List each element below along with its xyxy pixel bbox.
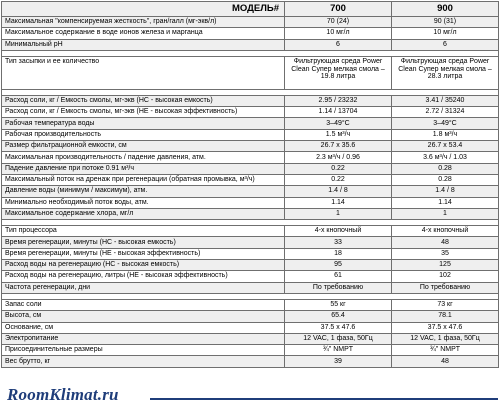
model-900-value: 1 [392, 208, 499, 219]
table-row [2, 118, 499, 129]
model-700-value: ¾" NMPT [285, 345, 392, 356]
model-700-value: 26.7 x 35.6 [285, 141, 392, 152]
table-row [2, 129, 499, 140]
row-label: Высота, см [2, 311, 285, 322]
header-row [2, 2, 499, 17]
model-700-value: 18 [285, 248, 392, 259]
model-700-value: 1.14 / 13704 [285, 107, 392, 118]
model-900-value: 3–49°C [392, 118, 499, 129]
row-label: Расход соли, кг / Емкость смолы, мг-экв (HE - высокая эффективность) [2, 107, 285, 118]
model-900-value: 1.14 [392, 197, 499, 208]
table-row [2, 356, 499, 367]
model-900-value: 90 (31) [392, 17, 499, 28]
model-700-value: 33 [285, 237, 392, 248]
model-900-value: 10 мг/л [392, 28, 499, 39]
model-900-value: 78.1 [392, 311, 499, 322]
table-row [2, 197, 499, 208]
model-700-value: 95 [285, 260, 392, 271]
table-row [2, 186, 499, 197]
row-label: Вес брутто, кг [2, 356, 285, 367]
model-900-value: 125 [392, 260, 499, 271]
model-900-value: 48 [392, 237, 499, 248]
row-label: Максимальная "компенсируемая жесткость", гран/галл (мг-экв/л) [2, 17, 285, 28]
model-900-value: 37.5 x 47.6 [392, 322, 499, 333]
model-900-value: 3.41 / 35240 [392, 95, 499, 106]
row-label: Частота регенерации, дни [2, 282, 285, 293]
table-row [2, 282, 499, 293]
brand-underline [150, 398, 498, 400]
model-900-value: Фильтрующая среда Power Clean Супер мелкая смола – 28.3 литра [392, 56, 499, 89]
model-900-value: 4-х кнопочный [392, 226, 499, 237]
model-700-value: По требованию [285, 282, 392, 293]
row-label: Давление воды (минимум / максимум), атм. [2, 186, 285, 197]
table-row [2, 260, 499, 271]
row-label: Рабочая температура воды [2, 118, 285, 129]
model-700-value: 55 кг [285, 299, 392, 310]
table-row [2, 345, 499, 356]
table-row [2, 107, 499, 118]
model-700-value: 1.4 / 8 [285, 186, 392, 197]
model-900-value: 12 VAC, 1 фаза, 50Гц [392, 333, 499, 344]
row-label: Время регенерации, минуты (HE - высокая эффективность) [2, 248, 285, 259]
row-label: Расход воды на регенерацию (HC - высокая емкость) [2, 260, 285, 271]
model-900-value: 1.8 м³/ч [392, 129, 499, 140]
model-700-value: 1.5 м³/ч [285, 129, 392, 140]
row-label: Основание, см [2, 322, 285, 333]
table-row [2, 237, 499, 248]
model-700-value: 2.3 м³/ч / 0.96 [285, 152, 392, 163]
model-700-value: 65.4 [285, 311, 392, 322]
table-row [2, 271, 499, 282]
model-700-value: 1 [285, 208, 392, 219]
table-row [2, 226, 499, 237]
row-label: Время регенерации, минуты (HC - высокая емкость) [2, 237, 285, 248]
model-900-value: 0.28 [392, 163, 499, 174]
model-700-value: 6 [285, 39, 392, 50]
model-700-value: Фильтрующая среда Power Clean Супер мелкая смола – 19.8 литра [285, 56, 392, 89]
model-900-value: По требованию [392, 282, 499, 293]
row-label: Размер фильтрационной емкости, см [2, 141, 285, 152]
model-900-value: ¾" NMPT [392, 345, 499, 356]
spec-sheet [1, 1, 498, 368]
model-900-value: 35 [392, 248, 499, 259]
spec-table [1, 1, 499, 368]
row-label: Расход воды на регенерацию, литры (HE - высокая эффективность) [2, 271, 285, 282]
model-700-value: 37.5 x 47.6 [285, 322, 392, 333]
table-row [2, 333, 499, 344]
model-900-value: 1.4 / 8 [392, 186, 499, 197]
table-row [2, 208, 499, 219]
model-700-value: 10 мг/л [285, 28, 392, 39]
row-label: Максимальный поток на дренаж при регенерации (обратная промывка, м³/ч) [2, 174, 285, 185]
table-row [2, 152, 499, 163]
table-row [2, 163, 499, 174]
row-label: Максимальное содержание хлора, мг/л [2, 208, 285, 219]
table-row [2, 299, 499, 310]
model-900-value: 48 [392, 356, 499, 367]
model-700-value: 0.22 [285, 163, 392, 174]
row-label: Запас соли [2, 299, 285, 310]
row-label: Максимальная производительность / падение давления, атм. [2, 152, 285, 163]
model-header-label: МОДЕЛЬ# [2, 2, 285, 17]
model-700-header: 700 [285, 2, 392, 17]
model-700-value: 70 (24) [285, 17, 392, 28]
table-row [2, 174, 499, 185]
model-900-value: 26.7 x 53.4 [392, 141, 499, 152]
table-row [2, 56, 499, 89]
row-label: Присоединительные размеры [2, 345, 285, 356]
model-900-value: 3.6 м³/ч / 1.03 [392, 152, 499, 163]
row-label: Тип засыпки и ее количество [2, 56, 285, 89]
model-900-value: 102 [392, 271, 499, 282]
row-label: Максимальное содержание в воде ионов железа и марганца [2, 28, 285, 39]
model-700-value: 4-х кнопочный [285, 226, 392, 237]
row-label: Тип процессора [2, 226, 285, 237]
model-700-value: 61 [285, 271, 392, 282]
row-label: Падение давление при потоке 0.91 м³/ч [2, 163, 285, 174]
model-700-value: 39 [285, 356, 392, 367]
model-700-value: 3–49°C [285, 118, 392, 129]
row-label: Минимальный pH [2, 39, 285, 50]
row-label: Минимально необходимый поток воды, атм. [2, 197, 285, 208]
brand-logo: RoomKlimat.ru [7, 385, 119, 404]
model-900-value: 0.28 [392, 174, 499, 185]
spec-body [2, 17, 499, 368]
model-700-value: 2.95 / 23232 [285, 95, 392, 106]
model-700-value: 1.14 [285, 197, 392, 208]
row-label: Расход соли, кг / Емкость смолы, мг-экв (HC - высокая емкость) [2, 95, 285, 106]
table-row [2, 95, 499, 106]
table-row [2, 311, 499, 322]
table-row [2, 141, 499, 152]
table-row [2, 17, 499, 28]
row-label: Электропитание [2, 333, 285, 344]
model-900-value: 6 [392, 39, 499, 50]
model-900-value: 73 кг [392, 299, 499, 310]
model-700-value: 0.22 [285, 174, 392, 185]
table-row [2, 39, 499, 50]
model-900-value: 2.72 / 31324 [392, 107, 499, 118]
table-row [2, 248, 499, 259]
model-900-header: 900 [392, 2, 499, 17]
table-row [2, 28, 499, 39]
row-label: Рабочая производительность [2, 129, 285, 140]
model-700-value: 12 VAC, 1 фаза, 50Гц [285, 333, 392, 344]
table-row [2, 322, 499, 333]
